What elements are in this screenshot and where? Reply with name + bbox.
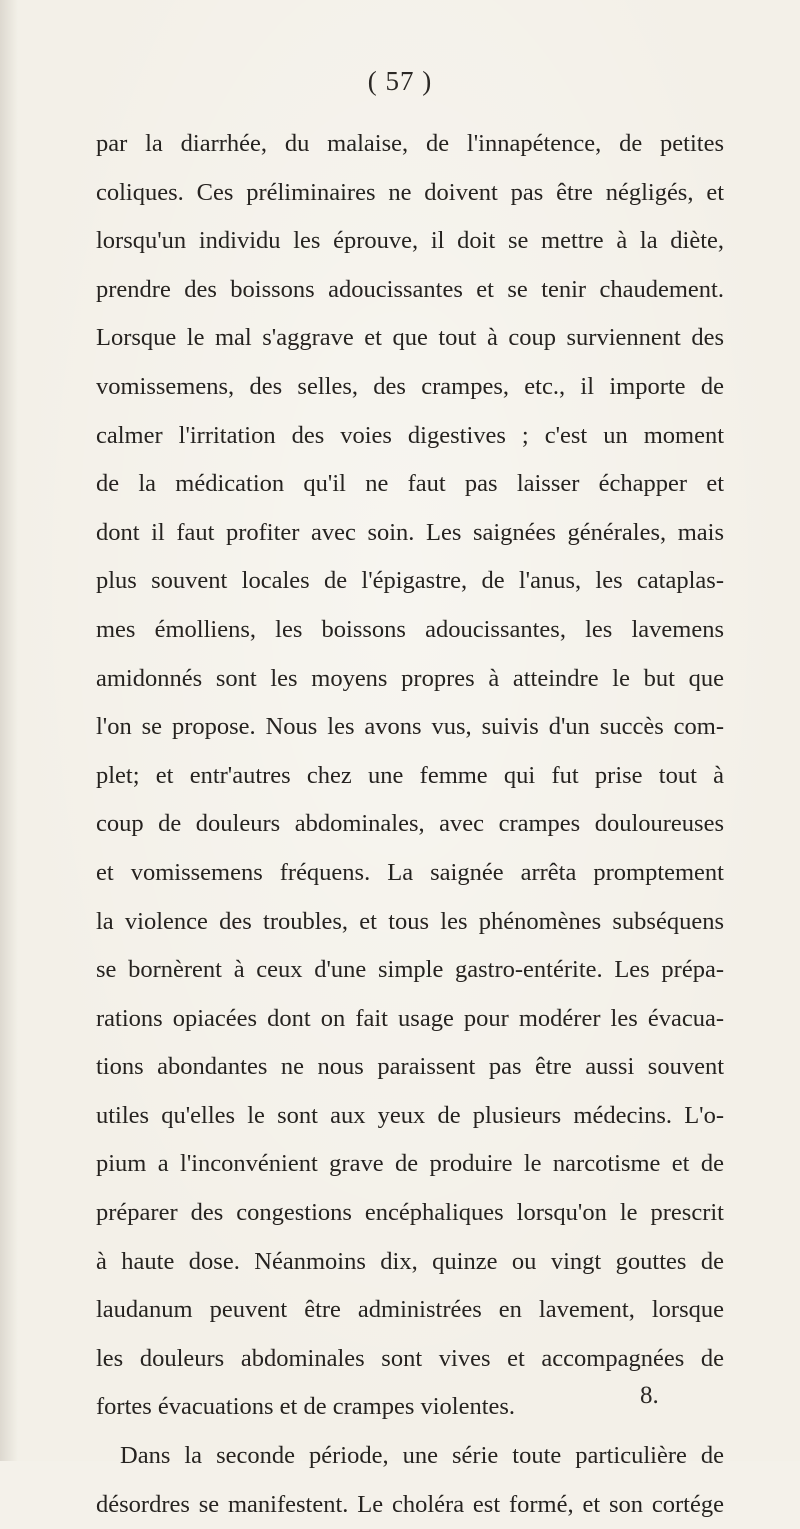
text-line: rations opiacées dont on fait usage pour modérer les évacua-: [96, 1004, 724, 1032]
text-line: calmer l'irritation des voies digestives ; c'est un moment: [96, 421, 724, 449]
text-line: la violence des troubles, et tous les phénomènes subséquens: [96, 907, 724, 935]
text-line: par la diarrhée, du malaise, de l'innapétence, de petites: [96, 130, 724, 157]
text-line: Dans la seconde période, une série toute particulière de: [120, 1442, 724, 1470]
text-line: laudanum peuvent être administrées en lavement, lorsque: [96, 1296, 724, 1324]
text-line: dont il faut profiter avec soin. Les saignées générales, mais: [96, 518, 724, 546]
signature-mark: 8.: [640, 1382, 659, 1409]
text-line: vomissemens, des selles, des crampes, etc., il importe de: [96, 372, 724, 400]
text-line: prendre des boissons adoucissantes et se tenir chaudement.: [96, 275, 724, 303]
text-line: plus souvent locales de l'épigastre, de l'anus, les cataplas-: [96, 567, 724, 595]
text-line: amidonnés sont les moyens propres à atteindre le but que: [96, 664, 724, 692]
text-line: coup de douleurs abdominales, avec crampes douloureuses: [96, 810, 724, 838]
text-line: utiles qu'elles le sont aux yeux de plusieurs médecins. L'o-: [96, 1101, 724, 1129]
text-line: pium a l'inconvénient grave de produire le narcotisme et de: [96, 1150, 724, 1178]
text-line: plet; et entr'autres chez une femme qui fut prise tout à: [96, 761, 724, 789]
page-gutter-shadow: [0, 0, 18, 1461]
text-line: tions abondantes ne nous paraissent pas être aussi souvent: [96, 1053, 724, 1081]
text-line: et vomissemens fréquens. La saignée arrêta promptement: [96, 858, 724, 886]
text-line: se bornèrent à ceux d'une simple gastro-entérite. Les prépa-: [96, 956, 724, 984]
text-line: Lorsque le mal s'aggrave et que tout à coup surviennent des: [96, 324, 724, 352]
text-line: à haute dose. Néanmoins dix, quinze ou vingt gouttes de: [96, 1247, 724, 1275]
text-line: préparer des congestions encéphaliques lorsqu'on le prescrit: [96, 1199, 724, 1227]
text-line: mes émolliens, les boissons adoucissantes, les lavemens: [96, 615, 724, 643]
body-text: [96, 120, 724, 1529]
text-line: coliques. Ces préliminaires ne doivent pas être négligés, et: [96, 178, 724, 206]
text-line: fortes évacuations et de crampes violentes.: [96, 1393, 516, 1421]
text-line: lorsqu'un individu les éprouve, il doit se mettre à la diète,: [96, 227, 724, 255]
text-line: désordres se manifestent. Le choléra est formé, et son cortége: [96, 1490, 724, 1518]
text-line: l'on se propose. Nous les avons vus, suivis d'un succès com-: [96, 713, 724, 741]
text-line: les douleurs abdominales sont vives et accompagnées de: [96, 1344, 724, 1372]
text-line: de la médication qu'il ne faut pas laisser échapper et: [96, 470, 724, 498]
page-number: ( 57 ): [367, 66, 433, 96]
